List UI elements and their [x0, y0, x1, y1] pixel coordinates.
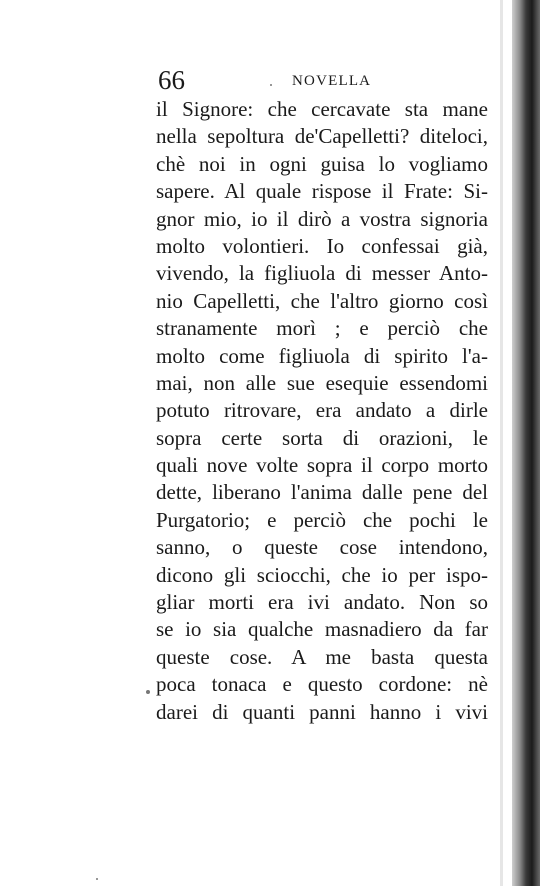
text-line: sapere. Al quale rispose il Frate: Si- [156, 179, 488, 204]
text-line: dette, liberano l'anima dalle pene del [156, 480, 488, 505]
text-line: poca tonaca e questo cordone: nè [156, 672, 488, 697]
text-line: nella sepoltura de'Capelletti? diteloci, [156, 124, 488, 149]
text-line: quali nove volte sopra il corpo morto [156, 453, 488, 478]
page-header [158, 64, 488, 96]
text-line: sopra certe sorta di orazioni, le [156, 425, 488, 450]
text-line: gnor mio, io il dirò a vostra signoria [156, 206, 488, 231]
print-speck [96, 878, 98, 880]
text-line: gliar morti era ivi andato. Non so [156, 590, 488, 615]
book-spine-shadow [512, 0, 540, 886]
text-line: se io sia qualche masnadiero da far [156, 617, 488, 642]
running-title: NOVELLA [292, 73, 372, 89]
text-line: nio Capelletti, che l'altro giorno così [156, 288, 488, 313]
text-line: molto volontieri. Io confessai già, [156, 233, 488, 258]
print-speck [146, 690, 150, 694]
text-line: chè noi in ogni guisa lo vogliamo [156, 151, 488, 176]
text-line: sanno, o queste cose intendono, [156, 535, 488, 560]
text-line: queste cose. A me basta questa [156, 644, 488, 669]
text-line: stranamente morì ; e perciò che [156, 316, 488, 341]
text-line: Purgatorio; e perciò che pochi le [156, 507, 488, 532]
page-number: 66 [158, 65, 185, 95]
text-line: dicono gli sciocchi, che io per ispo- [156, 562, 488, 587]
text-line: vivendo, la figliuola di messer Anto- [156, 261, 488, 286]
text-line: potuto ritrovare, era andato a dirle [156, 398, 488, 423]
body-text [156, 96, 488, 726]
text-line: il Signore: che cercavate sta mane [156, 97, 488, 121]
text-line: darei di quanti panni hanno i vivi [156, 699, 488, 724]
text-line: molto come figliuola di spirito l'a- [156, 343, 488, 368]
print-speck [270, 84, 272, 86]
page-edge [500, 0, 503, 886]
text-line: mai, non alle sue esequie essendomi [156, 370, 488, 395]
